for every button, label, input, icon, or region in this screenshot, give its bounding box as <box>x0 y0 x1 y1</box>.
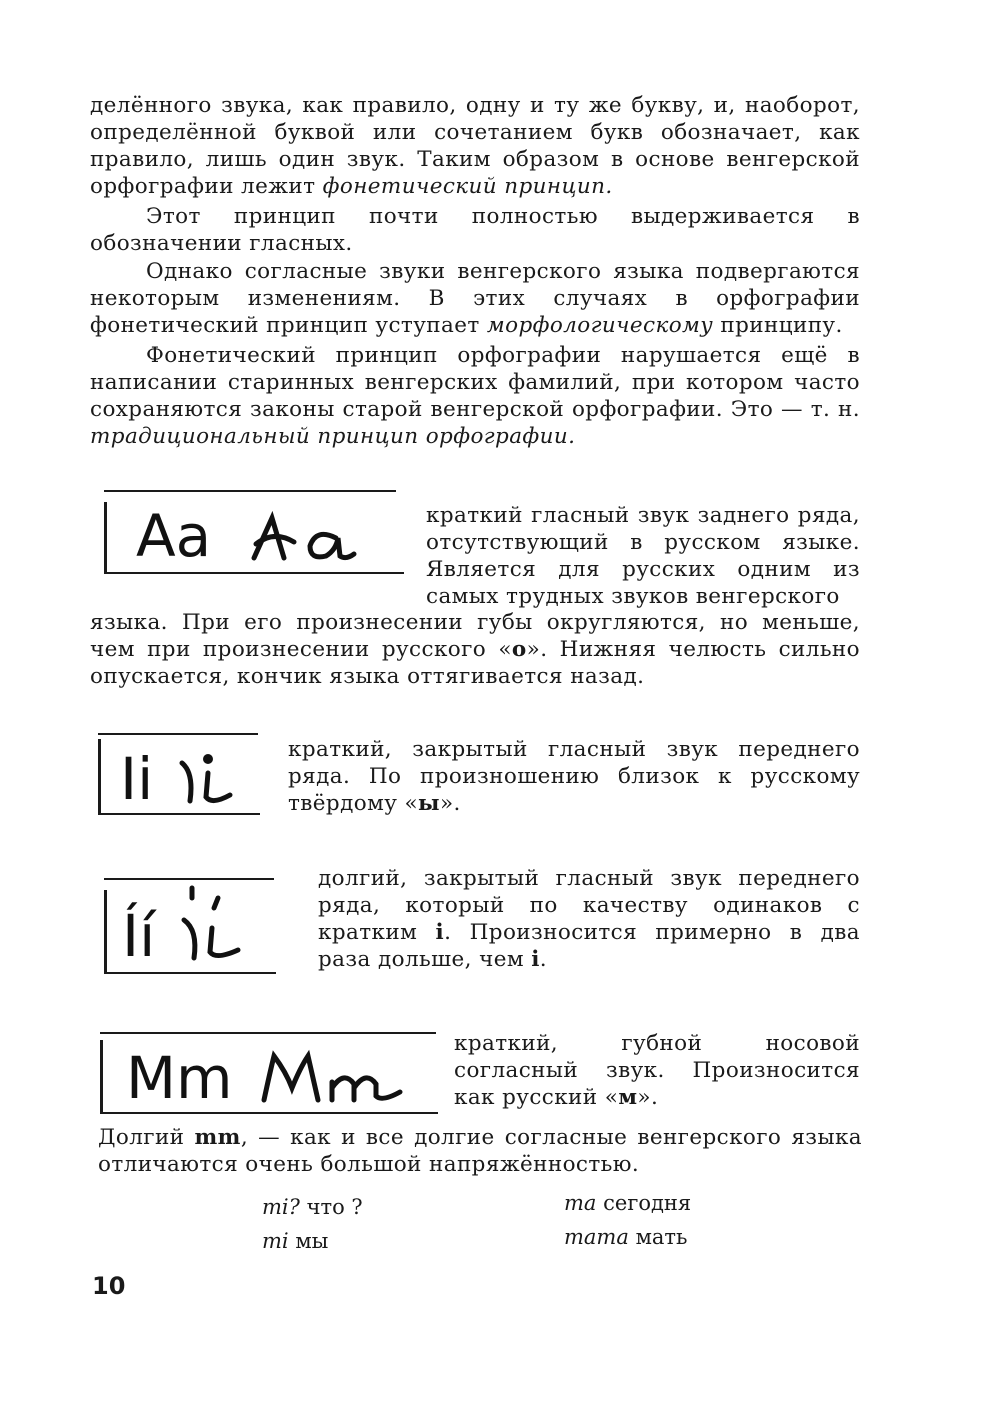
letter-a-script <box>254 518 354 558</box>
description-text: Долгий <box>98 1125 195 1150</box>
description-text: краткий, губной носовой согласный звук. Произносится как русский « <box>454 1031 860 1110</box>
bold-letter: i <box>531 947 540 972</box>
bold-letter: ы <box>418 791 440 816</box>
letter-ii-print: Íí <box>122 902 156 970</box>
description-text: ». Нижняя челюсть сильно опускается, кончик языка оттягивается назад. <box>90 637 861 689</box>
description-text: . Произносится примерно в два раза дольше, чем <box>318 920 860 972</box>
letter-i-script <box>182 757 230 802</box>
letter-m-glyphs <box>100 1032 438 1116</box>
letter-a-description <box>426 502 860 610</box>
term-traditional: традициональный принцип орфографии. <box>90 424 576 449</box>
description-text: краткий, закрытый гласный звук переднего ряда. По произношению близок к русскому твёрдому « <box>288 737 860 816</box>
script-accent <box>214 898 218 908</box>
description-text: ». <box>439 791 461 816</box>
vocab-item <box>262 1190 363 1224</box>
paragraph-morphological <box>90 258 860 339</box>
paragraph-vowels <box>90 203 860 257</box>
vocab-word: mama <box>564 1225 629 1249</box>
letter-ii-description <box>318 865 860 973</box>
vocab-translation: мать <box>635 1225 688 1249</box>
vocab-item <box>564 1220 687 1254</box>
letter-a-glyphs <box>104 490 404 582</box>
letter-m-print: Mm <box>126 1044 233 1112</box>
vocab-word: mi? <box>262 1195 300 1219</box>
term-morphological: морфологическому <box>486 313 714 338</box>
script-stroke <box>206 773 230 801</box>
script-stroke <box>256 536 294 544</box>
letter-ii-script <box>184 888 238 958</box>
letter-ii-glyphs <box>104 878 276 976</box>
description-text: . <box>539 947 547 972</box>
script-stroke <box>264 1056 318 1100</box>
paragraph-text: Этот принцип почти полностью выдерживается в обозначении гласных. <box>90 204 860 256</box>
script-stroke <box>310 534 354 557</box>
bold-letter: mm <box>194 1125 241 1150</box>
letter-i-frame <box>98 733 260 817</box>
vocab-item <box>262 1224 328 1258</box>
letter-i-glyphs <box>98 733 260 817</box>
letter-i-print: Ii <box>120 745 154 813</box>
bold-letter: i <box>435 920 445 945</box>
page-number: 10 <box>92 1272 126 1300</box>
vocab-translation: сегодня <box>603 1191 692 1215</box>
letter-a-frame <box>104 490 404 582</box>
letter-ii-frame <box>104 878 276 976</box>
script-stroke <box>332 1078 400 1100</box>
bold-letter: o <box>511 637 527 662</box>
letter-i-description <box>288 736 860 817</box>
letter-m-description <box>454 1030 860 1111</box>
paragraph-text: делённого звука, как правило, одну и ту же букву, и, наоборот, определённой буквой или сочетанием букв обозначает, как правило, лишь один звук. Таким образом в основе венгерской орфографии лежит <box>90 93 860 199</box>
paragraph-text: принципу. <box>713 313 843 338</box>
letter-m-frame <box>100 1032 438 1116</box>
paragraph-traditional <box>90 342 860 450</box>
vocab-translation: мы <box>295 1229 329 1253</box>
script-dot <box>206 757 211 762</box>
letter-m-script <box>264 1056 400 1100</box>
vocab-word: mi <box>262 1229 289 1253</box>
paragraph-text: Однако согласные звуки венгерского языка подвергаются некоторым изменениям. В этих случаях в орфографии фонетический принцип уступает <box>90 259 860 338</box>
description-text: языка. При его произнесении губы округляются, но меньше, чем при произнесении русского « <box>90 610 860 662</box>
script-stroke <box>184 920 195 958</box>
description-text: ». <box>637 1085 659 1110</box>
paragraph-phonetic-principle <box>90 92 860 200</box>
paragraph-text: Фонетический принцип орфографии нарушается ещё в написании старинных венгерских фамилий, при котором часто сохраняются законы старой венгерской орфографии. Это — т. н. <box>90 343 860 422</box>
vocab-item <box>564 1186 691 1220</box>
letter-m-note <box>98 1124 862 1178</box>
vocab-translation: что ? <box>306 1195 363 1219</box>
letter-a-continuation <box>90 609 860 690</box>
script-stroke <box>210 928 238 956</box>
description-text: , — как и все долгие согласные венгерского языка отличаются очень большой напряжённостью. <box>98 1125 863 1177</box>
script-stroke <box>182 763 191 801</box>
term-phonetic: фонетический принцип. <box>322 174 613 199</box>
vocab-word: ma <box>564 1191 597 1215</box>
letter-a-print: Aa <box>136 502 212 570</box>
bold-letter: м <box>618 1085 638 1110</box>
description-text: долгий, закрытый гласный звук переднего ряда, который по качеству одинаков с кратким <box>318 866 860 945</box>
description-text: краткий гласный звук заднего ряда, отсутствующий в русском языке. Является для русских одним из самых трудных звуков венгерского <box>426 503 860 609</box>
